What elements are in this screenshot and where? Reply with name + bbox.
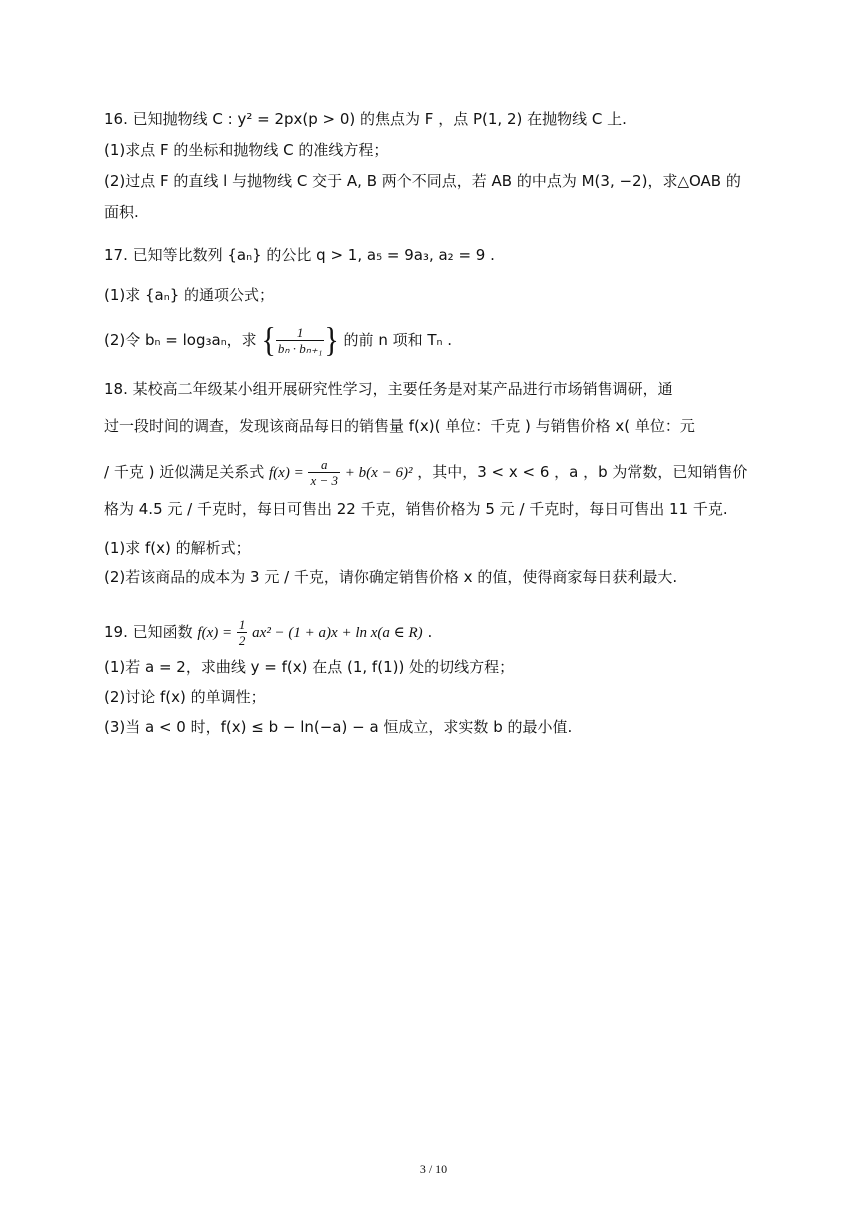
q19-frac-den: 2 [238, 633, 246, 648]
q17-part2-tail: 的前 n 项和 Tₙ . [343, 331, 453, 349]
q19-part3: (3)当 a < 0 时，f(x) ≤ b − ln(−a) − a 恒成立，求实数 b 的最小值. [104, 718, 573, 736]
q19-formula-fx: f(x) = [197, 625, 233, 641]
q18-fraction [308, 457, 340, 488]
q18-formula-tail: + b(x − 6)² [344, 465, 413, 481]
q17-part1: (1)求 {aₙ} 的通项公式； [104, 286, 275, 304]
q19-head-end: . [427, 623, 433, 641]
q18-line2: 过一段时间的调查，发现该商品每日的销售量 f(x)( 单位：千克 ) 与销售价格 x( 单位：元 [104, 417, 695, 435]
page-number: 3 / 10 [419, 1162, 448, 1176]
q16-head: 16. 已知抛物线 C : y² = 2px(p > 0) 的焦点为 F ，点 P(1, 2) 在抛物线 C 上. [104, 110, 627, 128]
q18-part2: (2)若该商品的成本为 3 元 / 千克，请你确定销售价格 x 的值，使得商家每日获利最大. [104, 568, 678, 586]
q19-fraction [237, 617, 248, 648]
right-brace: } [324, 320, 339, 359]
q19-formula-tail: ax² − (1 + a)x + ln x(a ∈ R) [252, 625, 423, 641]
q16-part2: (2)过点 F 的直线 l 与抛物线 C 交于 A, B 两个不同点，若 AB 的中点为 M(3, −2)，求△OAB 的 [104, 172, 741, 190]
q18-formula-fx: f(x) = [269, 465, 304, 481]
q17-head: 17. 已知等比数列 {aₙ} 的公比 q > 1, a₅ = 9a₃, a₂ = 9 . [104, 246, 495, 264]
q19-head-lead: 19. 已知函数 [104, 623, 193, 641]
q19-part2: (2)讨论 f(x) 的单调性； [104, 688, 266, 706]
q18-frac-num: a [320, 457, 328, 472]
q16-part1: (1)求点 F 的坐标和抛物线 C 的准线方程； [104, 141, 389, 159]
q17-part2 [104, 320, 452, 360]
q18-line3 [104, 452, 747, 493]
q18-line3-lead: / 千克 ) 近似满足关系式 [104, 463, 265, 481]
q18-line1: 18. 某校高二年级某小组开展研究性学习，主要任务是对某产品进行市场销售调研，通 [104, 380, 673, 398]
q19-frac-num: 1 [238, 617, 246, 632]
q19-part1: (1)若 a = 2，求曲线 y = f(x) 在点 (1, f(1)) 处的切线方程； [104, 658, 515, 676]
q17-fraction [276, 325, 325, 356]
q16-part2-cont: 面积. [104, 203, 139, 221]
q18-line3-tail: ，其中，3 < x < 6 ，a ，b 为常数，已知销售价 [417, 463, 748, 481]
q17-frac-den: bₙ · bₙ₊₁ [277, 341, 323, 356]
q18-part1: (1)求 f(x) 的解析式； [104, 539, 251, 557]
q18-frac-den: x − 3 [310, 473, 339, 488]
q17-part2-lead: (2)令 bₙ = log₃aₙ，求 [104, 331, 257, 349]
left-brace: { [261, 320, 276, 359]
q17-frac-num: 1 [296, 325, 304, 340]
q19-head [104, 612, 432, 653]
q18-line4: 格为 4.5 元 / 千克时，每日可售出 22 千克，销售价格为 5 元 / 千克时，每日可售出 11 千克. [104, 500, 728, 518]
